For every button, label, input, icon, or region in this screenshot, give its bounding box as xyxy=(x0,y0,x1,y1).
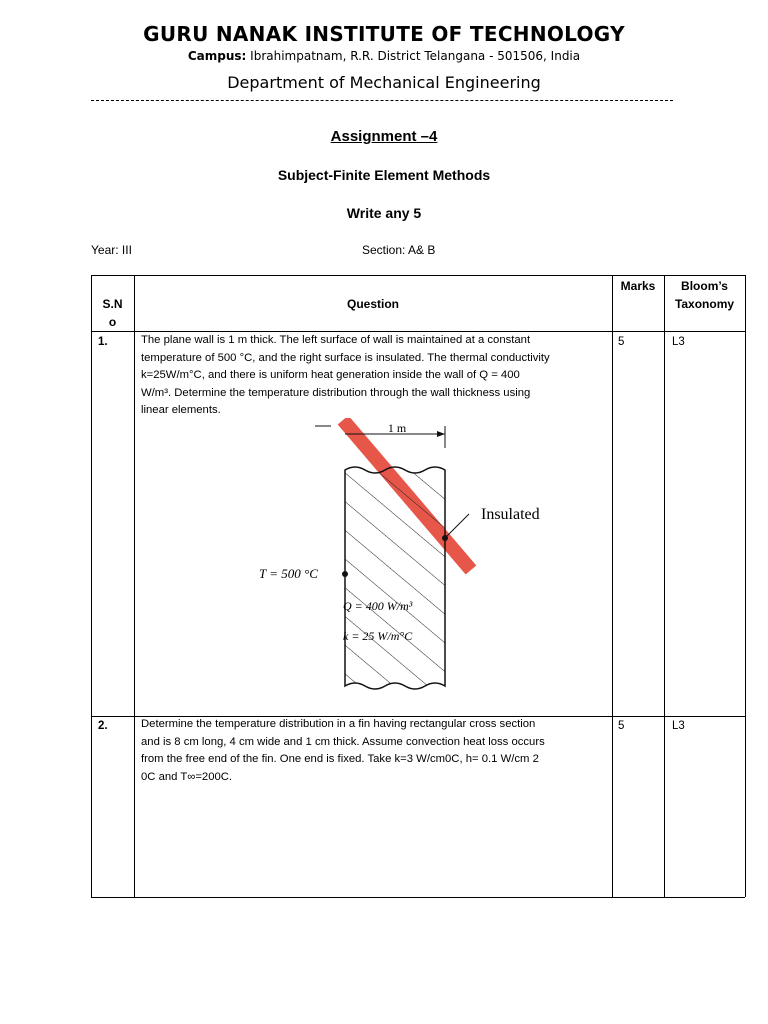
header-marks: Marks xyxy=(620,279,656,293)
conductivity-label: k = 25 W/m°C xyxy=(343,629,413,643)
table-border-top xyxy=(91,275,745,276)
section-label: Section: A& B xyxy=(362,243,436,257)
institute-title: GURU NANAK INSTITUTE OF TECHNOLOGY xyxy=(143,22,625,46)
campus-line xyxy=(0,49,768,63)
heat-generation-label: Q = 400 W/m³ xyxy=(343,599,413,613)
table-col-divider xyxy=(134,275,135,897)
insulated-label: Insulated xyxy=(481,506,540,523)
table-border-left xyxy=(91,275,92,897)
department-title: Department of Mechanical Engineering xyxy=(227,73,541,92)
wall-body xyxy=(345,467,445,689)
table-col-divider xyxy=(612,275,613,897)
row2-sno: 2. xyxy=(98,720,108,732)
table-col-divider xyxy=(664,275,665,897)
dimension-arrow xyxy=(437,431,445,437)
assignment-title: Assignment –4 xyxy=(330,128,438,145)
subject-title: Subject-Finite Element Methods xyxy=(277,167,491,183)
table-border-bottom xyxy=(91,897,745,898)
table-border-right xyxy=(745,275,746,897)
header-sno: S.N o xyxy=(102,297,123,329)
row1-marks: 5 xyxy=(618,336,625,348)
row2-blooms: L3 xyxy=(672,720,685,732)
wall-figure xyxy=(245,418,575,708)
temperature-label: T = 500 °C xyxy=(259,566,318,581)
row1-sno: 1. xyxy=(98,336,108,348)
row2-question: Determine the temperature distribution in a fin having rectangular cross section and is 8 cm long, 4 cm wide and 1 cm thick. Assume convection heat loss occurs from the free end of the fin. One end is fixed. Take k=3 W/cm0C, h= 0.1 W/cm 2 0C and T∞=200C. xyxy=(141,718,545,783)
width-label: 1 m xyxy=(387,421,407,435)
header-divider xyxy=(91,100,673,101)
insulated-leader xyxy=(445,514,469,538)
left-surface-point xyxy=(342,571,348,577)
year-label: Year: III xyxy=(91,243,132,257)
header-question: Question xyxy=(346,297,399,311)
campus-value: Ibrahimpatnam, R.R. District Telangana - 501506, India xyxy=(250,49,581,63)
instruction-text: Write any 5 xyxy=(346,205,422,221)
row2-marks: 5 xyxy=(618,720,625,732)
row1-blooms: L3 xyxy=(672,336,685,348)
campus-label: Campus: xyxy=(187,49,247,63)
header-blooms: Bloom’s Taxonomy xyxy=(674,279,735,311)
row1-question: The plane wall is 1 m thick. The left surface of wall is maintained at a constant temperature of 500 °C, and the right surface is insulated. The thermal conductivity k=25W/m°C, and there is uniform heat generation inside the wall of Q = 400 W/m³. Determine the temperature distribution through the wall thickness using linear elements. xyxy=(141,334,550,416)
